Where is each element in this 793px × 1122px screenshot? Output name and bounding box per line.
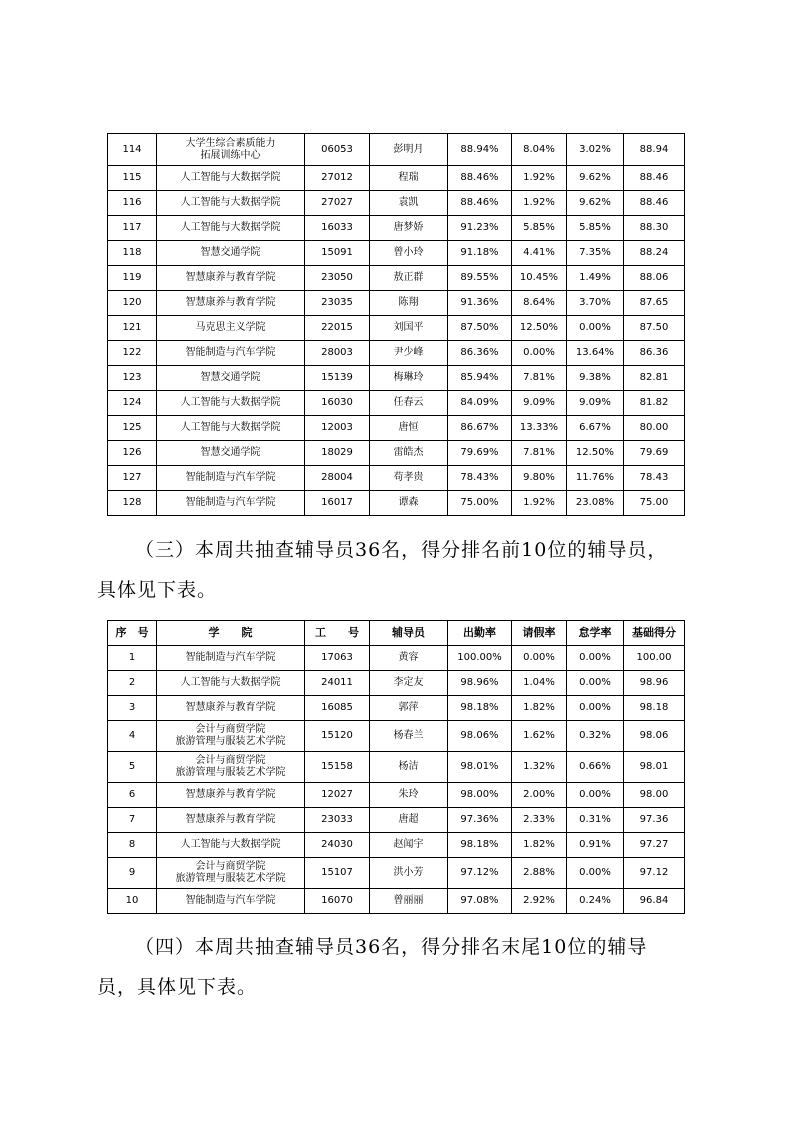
score-cell: 88.06	[624, 266, 685, 291]
absence-cell: 0.32%	[567, 721, 624, 752]
score-cell: 98.01	[624, 752, 685, 783]
leave-cell: 1.62%	[512, 721, 567, 752]
absence-cell: 0.24%	[567, 889, 624, 914]
id-cell: 15139	[305, 366, 370, 391]
college-cell	[157, 366, 305, 391]
id-cell: 16085	[305, 696, 370, 721]
score-cell: 96.84	[624, 889, 685, 914]
attendance-cell: 98.18%	[448, 696, 512, 721]
college-cell	[157, 808, 305, 833]
table-row	[108, 216, 685, 241]
absence-cell: 0.31%	[567, 808, 624, 833]
table-row	[108, 316, 685, 341]
college-cell	[157, 721, 305, 752]
attendance-cell: 98.00%	[448, 783, 512, 808]
college-cell	[157, 134, 305, 166]
counselor-cell: 李定友	[370, 671, 448, 696]
score-cell: 87.65	[624, 291, 685, 316]
attendance-cell: 98.96%	[448, 671, 512, 696]
rank-cell: 118	[108, 241, 157, 266]
college-line: 智能制造与汽车学院	[185, 652, 276, 663]
rank-cell: 7	[108, 808, 157, 833]
id-cell: 16030	[305, 391, 370, 416]
top-10-counselor-table	[107, 620, 685, 914]
leave-cell: 1.04%	[512, 671, 567, 696]
section-3-line-1: （三）本周共抽查辅导员36名，得分排名前10位的辅导员，	[135, 539, 668, 561]
id-cell: 16033	[305, 216, 370, 241]
table-row	[108, 134, 685, 166]
id-cell: 24030	[305, 833, 370, 858]
attendance-cell: 91.23%	[448, 216, 512, 241]
counselor-cell: 赵闻宇	[370, 833, 448, 858]
rank-cell: 3	[108, 696, 157, 721]
score-cell: 78.43	[624, 466, 685, 491]
college-cell	[157, 316, 305, 341]
leave-cell: 1.32%	[512, 752, 567, 783]
college-cell	[157, 858, 305, 889]
counselor-cell: 彭明月	[370, 134, 448, 166]
id-cell: 15158	[305, 752, 370, 783]
table-row	[108, 291, 685, 316]
college-cell	[157, 696, 305, 721]
attendance-cell: 88.46%	[448, 166, 512, 191]
college-line: 拓展训练中心	[200, 149, 261, 161]
id-cell: 16017	[305, 491, 370, 516]
score-cell: 81.82	[624, 391, 685, 416]
college-line: 智能制造与汽车学院	[185, 472, 276, 483]
absence-cell: 9.62%	[567, 166, 624, 191]
score-cell: 97.12	[624, 858, 685, 889]
attendance-cell: 88.94%	[448, 134, 512, 166]
table-row	[108, 366, 685, 391]
college-cell	[157, 783, 305, 808]
table-row	[108, 671, 685, 696]
leave-cell: 12.50%	[512, 316, 567, 341]
attendance-cell: 87.50%	[448, 316, 512, 341]
absence-cell: 0.00%	[567, 646, 624, 671]
id-cell: 24011	[305, 671, 370, 696]
leave-cell: 10.45%	[512, 266, 567, 291]
college-cell	[157, 416, 305, 441]
college-line: 智慧康养与教育学院	[185, 789, 276, 800]
attendance-cell: 86.67%	[448, 416, 512, 441]
leave-cell: 2.00%	[512, 783, 567, 808]
header-counselor: 辅导员	[370, 621, 448, 646]
college-cell	[157, 166, 305, 191]
score-cell: 98.96	[624, 671, 685, 696]
score-cell: 79.69	[624, 441, 685, 466]
absence-cell: 6.67%	[567, 416, 624, 441]
college-cell	[157, 291, 305, 316]
score-cell: 80.00	[624, 416, 685, 441]
counselor-cell: 唐超	[370, 808, 448, 833]
college-cell	[157, 752, 305, 783]
leave-cell: 2.92%	[512, 889, 567, 914]
leave-cell: 1.82%	[512, 696, 567, 721]
header-college: 学 院	[157, 621, 305, 646]
rank-cell: 117	[108, 216, 157, 241]
college-cell	[157, 441, 305, 466]
score-cell: 75.00	[624, 491, 685, 516]
absence-cell: 1.49%	[567, 266, 624, 291]
id-cell: 12027	[305, 783, 370, 808]
score-cell: 97.27	[624, 833, 685, 858]
absence-cell: 0.00%	[567, 671, 624, 696]
counselor-cell: 唐梦娇	[370, 216, 448, 241]
id-cell: 27012	[305, 166, 370, 191]
score-cell: 98.00	[624, 783, 685, 808]
college-line: 智能制造与汽车学院	[185, 895, 276, 906]
leave-cell: 1.92%	[512, 491, 567, 516]
absence-cell: 7.35%	[567, 241, 624, 266]
college-line: 智慧交通学院	[200, 247, 261, 258]
section-4-paragraph	[97, 927, 697, 1007]
college-cell	[157, 216, 305, 241]
rank-cell: 114	[108, 134, 157, 166]
leave-cell: 4.41%	[512, 241, 567, 266]
rank-cell: 122	[108, 341, 157, 366]
attendance-cell: 78.43%	[448, 466, 512, 491]
college-line: 智慧康养与教育学院	[185, 297, 276, 308]
rank-cell: 125	[108, 416, 157, 441]
counselor-cell: 朱玲	[370, 783, 448, 808]
rank-cell: 119	[108, 266, 157, 291]
table-row	[108, 646, 685, 671]
absence-cell: 9.09%	[567, 391, 624, 416]
id-cell: 28003	[305, 341, 370, 366]
leave-cell: 5.85%	[512, 216, 567, 241]
attendance-cell: 85.94%	[448, 366, 512, 391]
college-line: 会计与商贸学院	[195, 755, 266, 766]
attendance-cell: 88.46%	[448, 191, 512, 216]
table-row	[108, 696, 685, 721]
college-cell	[157, 241, 305, 266]
college-cell	[157, 833, 305, 858]
score-cell: 88.46	[624, 166, 685, 191]
leave-cell: 1.92%	[512, 166, 567, 191]
attendance-cell: 98.01%	[448, 752, 512, 783]
attendance-cell: 91.36%	[448, 291, 512, 316]
rank-cell: 115	[108, 166, 157, 191]
id-cell: 23050	[305, 266, 370, 291]
id-cell: 23035	[305, 291, 370, 316]
rank-cell: 116	[108, 191, 157, 216]
rank-cell: 2	[108, 671, 157, 696]
absence-cell: 0.91%	[567, 833, 624, 858]
rank-cell: 123	[108, 366, 157, 391]
leave-cell: 0.00%	[512, 646, 567, 671]
rank-cell: 5	[108, 752, 157, 783]
absence-cell: 0.00%	[567, 858, 624, 889]
college-cell	[157, 191, 305, 216]
attendance-cell: 97.08%	[448, 889, 512, 914]
college-line: 人工智能与大数据学院	[180, 677, 281, 688]
id-cell: 15091	[305, 241, 370, 266]
id-cell: 12003	[305, 416, 370, 441]
leave-cell: 7.81%	[512, 441, 567, 466]
counselor-cell: 郭萍	[370, 696, 448, 721]
college-cell	[157, 391, 305, 416]
attendance-cell: 86.36%	[448, 341, 512, 366]
section-3-line-2: 具体见下表。	[97, 579, 218, 601]
college-line: 智慧康养与教育学院	[185, 702, 276, 713]
header-leave-rate: 请假率	[512, 621, 567, 646]
counselor-cell: 杨春兰	[370, 721, 448, 752]
college-line: 智能制造与汽车学院	[185, 497, 276, 508]
counselor-cell: 尹少峰	[370, 341, 448, 366]
table-row	[108, 858, 685, 889]
leave-cell: 2.33%	[512, 808, 567, 833]
college-line: 人工智能与大数据学院	[180, 172, 281, 183]
absence-cell: 11.76%	[567, 466, 624, 491]
leave-cell: 2.88%	[512, 858, 567, 889]
score-cell: 98.06	[624, 721, 685, 752]
header-absence-rate: 怠学率	[567, 621, 624, 646]
college-cell	[157, 646, 305, 671]
id-cell: 23033	[305, 808, 370, 833]
attendance-cell: 98.18%	[448, 833, 512, 858]
rank-cell: 9	[108, 858, 157, 889]
score-cell: 82.81	[624, 366, 685, 391]
rank-cell: 128	[108, 491, 157, 516]
id-cell: 18029	[305, 441, 370, 466]
header-attendance-rate: 出勤率	[448, 621, 512, 646]
absence-cell: 23.08%	[567, 491, 624, 516]
score-cell: 86.36	[624, 341, 685, 366]
table-row	[108, 191, 685, 216]
section-4-line-2: 员，具体见下表。	[97, 976, 258, 998]
college-line: 人工智能与大数据学院	[180, 422, 281, 433]
college-cell	[157, 466, 305, 491]
leave-cell: 8.64%	[512, 291, 567, 316]
college-line: 智慧交通学院	[200, 372, 261, 383]
absence-cell: 5.85%	[567, 216, 624, 241]
counselor-cell: 苟孝贵	[370, 466, 448, 491]
counselor-cell: 谭森	[370, 491, 448, 516]
attendance-cell: 97.12%	[448, 858, 512, 889]
college-cell	[157, 266, 305, 291]
leave-cell: 9.80%	[512, 466, 567, 491]
counselor-cell: 程瑞	[370, 166, 448, 191]
college-line: 智能制造与汽车学院	[185, 347, 276, 358]
table-header-row	[108, 621, 685, 646]
id-cell: 17063	[305, 646, 370, 671]
id-cell: 22015	[305, 316, 370, 341]
leave-cell: 1.82%	[512, 833, 567, 858]
id-cell: 27027	[305, 191, 370, 216]
counselor-cell: 雷皓杰	[370, 441, 448, 466]
rank-cell: 8	[108, 833, 157, 858]
college-cell	[157, 341, 305, 366]
bottom-ranking-table-continued	[107, 133, 685, 516]
rank-cell: 127	[108, 466, 157, 491]
attendance-cell: 91.18%	[448, 241, 512, 266]
table-row	[108, 341, 685, 366]
score-cell: 87.50	[624, 316, 685, 341]
absence-cell: 3.70%	[567, 291, 624, 316]
table-row	[108, 783, 685, 808]
counselor-cell: 曾小玲	[370, 241, 448, 266]
table-row	[108, 808, 685, 833]
score-cell: 88.24	[624, 241, 685, 266]
attendance-cell: 84.09%	[448, 391, 512, 416]
id-cell: 28004	[305, 466, 370, 491]
college-line: 智慧康养与教育学院	[185, 814, 276, 825]
college-cell	[157, 491, 305, 516]
counselor-cell: 杨洁	[370, 752, 448, 783]
rank-cell: 1	[108, 646, 157, 671]
college-line: 马克思主义学院	[195, 322, 266, 333]
table-row	[108, 391, 685, 416]
table-row	[108, 833, 685, 858]
header-base-score: 基础得分	[624, 621, 685, 646]
attendance-cell: 100.00%	[448, 646, 512, 671]
leave-cell: 7.81%	[512, 366, 567, 391]
counselor-cell: 任春云	[370, 391, 448, 416]
counselor-cell: 刘国平	[370, 316, 448, 341]
college-line: 人工智能与大数据学院	[180, 197, 281, 208]
college-line: 旅游管理与服装艺术学院	[175, 767, 286, 778]
attendance-cell: 89.55%	[448, 266, 512, 291]
attendance-cell: 97.36%	[448, 808, 512, 833]
header-id: 工 号	[305, 621, 370, 646]
counselor-cell: 曾丽丽	[370, 889, 448, 914]
attendance-cell: 98.06%	[448, 721, 512, 752]
score-cell: 98.18	[624, 696, 685, 721]
rank-cell: 124	[108, 391, 157, 416]
absence-cell: 0.66%	[567, 752, 624, 783]
table-row	[108, 441, 685, 466]
section-4-line-1: （四）本周共抽查辅导员36名，得分排名末尾10位的辅导	[135, 936, 648, 958]
attendance-cell: 75.00%	[448, 491, 512, 516]
absence-cell: 0.00%	[567, 783, 624, 808]
absence-cell: 9.62%	[567, 191, 624, 216]
rank-cell: 4	[108, 721, 157, 752]
college-line: 智慧交通学院	[200, 447, 261, 458]
absence-cell: 9.38%	[567, 366, 624, 391]
counselor-cell: 洪小芳	[370, 858, 448, 889]
absence-cell: 12.50%	[567, 441, 624, 466]
counselor-cell: 陈翔	[370, 291, 448, 316]
id-cell: 15107	[305, 858, 370, 889]
header-rank: 序 号	[108, 621, 157, 646]
college-cell	[157, 889, 305, 914]
leave-cell: 8.04%	[512, 134, 567, 166]
counselor-cell: 唐恒	[370, 416, 448, 441]
absence-cell: 0.00%	[567, 696, 624, 721]
college-line: 人工智能与大数据学院	[180, 397, 281, 408]
id-cell: 06053	[305, 134, 370, 166]
table-row	[108, 166, 685, 191]
score-cell: 97.36	[624, 808, 685, 833]
absence-cell: 0.00%	[567, 316, 624, 341]
id-cell: 15120	[305, 721, 370, 752]
rank-cell: 121	[108, 316, 157, 341]
leave-cell: 13.33%	[512, 416, 567, 441]
score-cell: 88.94	[624, 134, 685, 166]
absence-cell: 13.64%	[567, 341, 624, 366]
absence-cell: 3.02%	[567, 134, 624, 166]
score-cell: 88.46	[624, 191, 685, 216]
college-line: 旅游管理与服装艺术学院	[175, 873, 286, 884]
counselor-cell: 袁凯	[370, 191, 448, 216]
college-cell	[157, 671, 305, 696]
score-cell: 88.30	[624, 216, 685, 241]
id-cell: 16070	[305, 889, 370, 914]
college-line: 人工智能与大数据学院	[180, 222, 281, 233]
leave-cell: 0.00%	[512, 341, 567, 366]
leave-cell: 1.92%	[512, 191, 567, 216]
table-row	[108, 466, 685, 491]
college-line: 人工智能与大数据学院	[180, 839, 281, 850]
table-row	[108, 721, 685, 752]
college-line: 会计与商贸学院	[195, 861, 266, 872]
table-row	[108, 266, 685, 291]
counselor-cell: 梅琳玲	[370, 366, 448, 391]
leave-cell: 9.09%	[512, 391, 567, 416]
rank-cell: 126	[108, 441, 157, 466]
attendance-cell: 79.69%	[448, 441, 512, 466]
table-row	[108, 416, 685, 441]
section-3-paragraph	[97, 530, 697, 610]
table-row	[108, 889, 685, 914]
table-row	[108, 491, 685, 516]
counselor-cell: 黄容	[370, 646, 448, 671]
rank-cell: 10	[108, 889, 157, 914]
counselor-cell: 敖正群	[370, 266, 448, 291]
table-row	[108, 241, 685, 266]
rank-cell: 120	[108, 291, 157, 316]
score-cell: 100.00	[624, 646, 685, 671]
table-row	[108, 752, 685, 783]
rank-cell: 6	[108, 783, 157, 808]
college-line: 大学生综合素质能力	[185, 137, 276, 149]
college-line: 旅游管理与服装艺术学院	[175, 736, 286, 747]
college-line: 智慧康养与教育学院	[185, 272, 276, 283]
college-line: 会计与商贸学院	[195, 724, 266, 735]
